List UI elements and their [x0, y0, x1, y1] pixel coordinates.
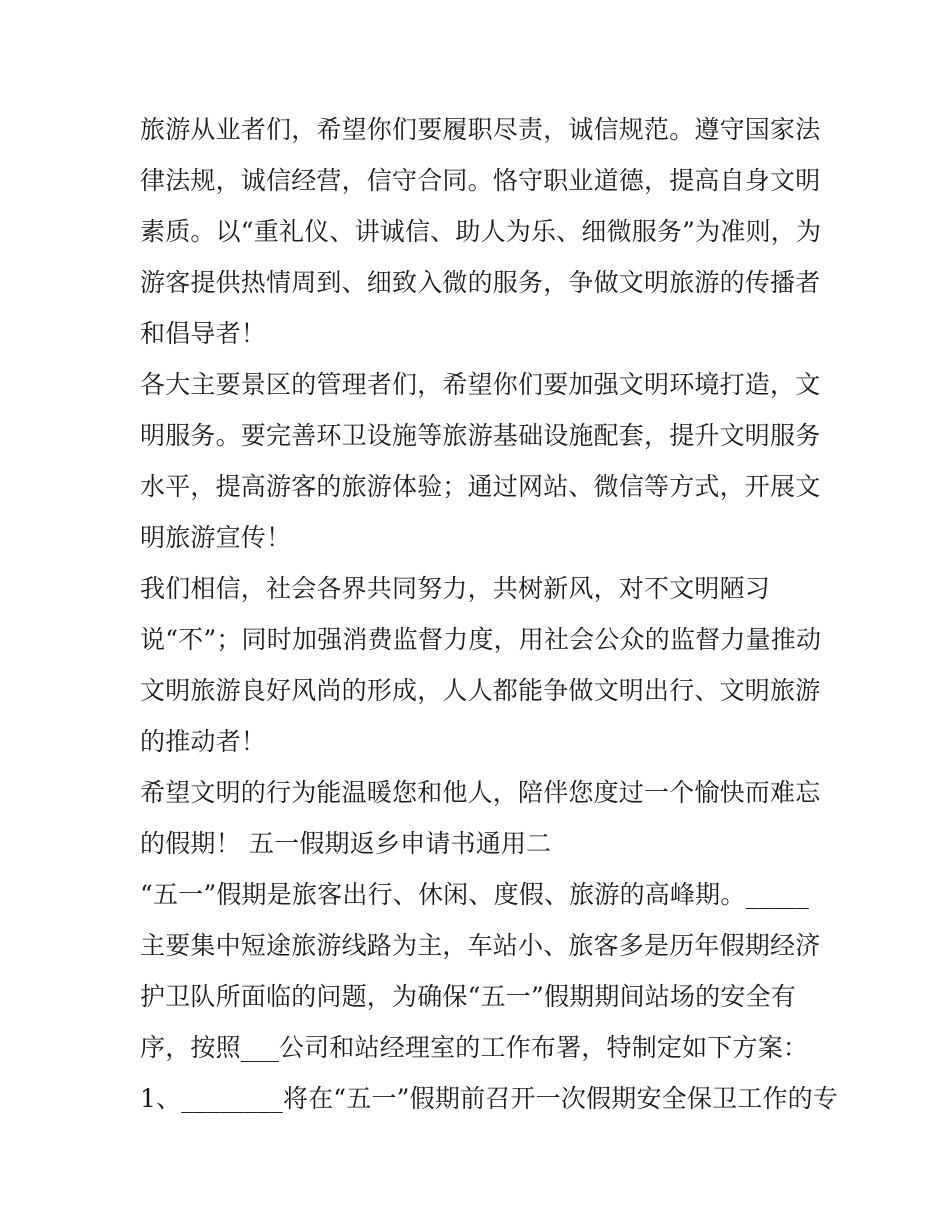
text-line: 主要集中短途旅游线路为主，车站小、旅客多是历年假期经济 [140, 931, 821, 960]
text-line: 的推动者！ [140, 727, 267, 756]
text-line: 序，按照___公司和站经理室的工作布署，特制定如下方案： [140, 1033, 809, 1062]
text-line: 素质。以“重礼仪、讲诚信、助人为乐、细微服务”为准则，为 [140, 217, 822, 246]
text-line: 的假期！ 五一假期返乡申请书通用二 [140, 829, 552, 858]
text-line: 明旅游宣传！ [140, 523, 292, 552]
text-line: 护卫队所面临的问题，为确保“五一”假期期间站场的安全有 [140, 982, 796, 1011]
text-line: 希望文明的行为能温暖您和他人，陪伴您度过一个愉快而难忘 [140, 778, 821, 807]
text-line: 和倡导者！ [140, 319, 267, 348]
text-line: 各大主要景区的管理者们，希望你们要加强文明环境打造，文 [140, 370, 821, 399]
text-line: 我们相信，社会各界共同努力，共树新风，对不文明陋习 [140, 574, 771, 603]
text-line: 旅游从业者们，希望你们要履职尽责，诚信规范。遵守国家法 [140, 115, 821, 144]
text-line: 律法规，诚信经营，信守合同。恪守职业道德，提高自身文明 [140, 166, 821, 195]
text-line: 明服务。要完善环卫设施等旅游基础设施配套，提升文明服务 [140, 421, 821, 450]
text-line: 水平，提高游客的旅游体验；通过网站、微信等方式，开展文 [140, 472, 821, 501]
text-line: “五一”假期是旅客出行、休闲、度假、旅游的高峰期。_____ [140, 880, 810, 909]
text-line: 1、________将在“五一”假期前召开一次假期安全保卫工作的专 [140, 1084, 839, 1113]
text-line: 游客提供热情周到、细致入微的服务，争做文明旅游的传播者 [140, 268, 821, 297]
text-line: 文明旅游良好风尚的形成，人人都能争做文明出行、文明旅游 [140, 676, 821, 705]
text-line: 说“不”；同时加强消费监督力度，用社会公众的监督力量推动 [140, 625, 822, 654]
